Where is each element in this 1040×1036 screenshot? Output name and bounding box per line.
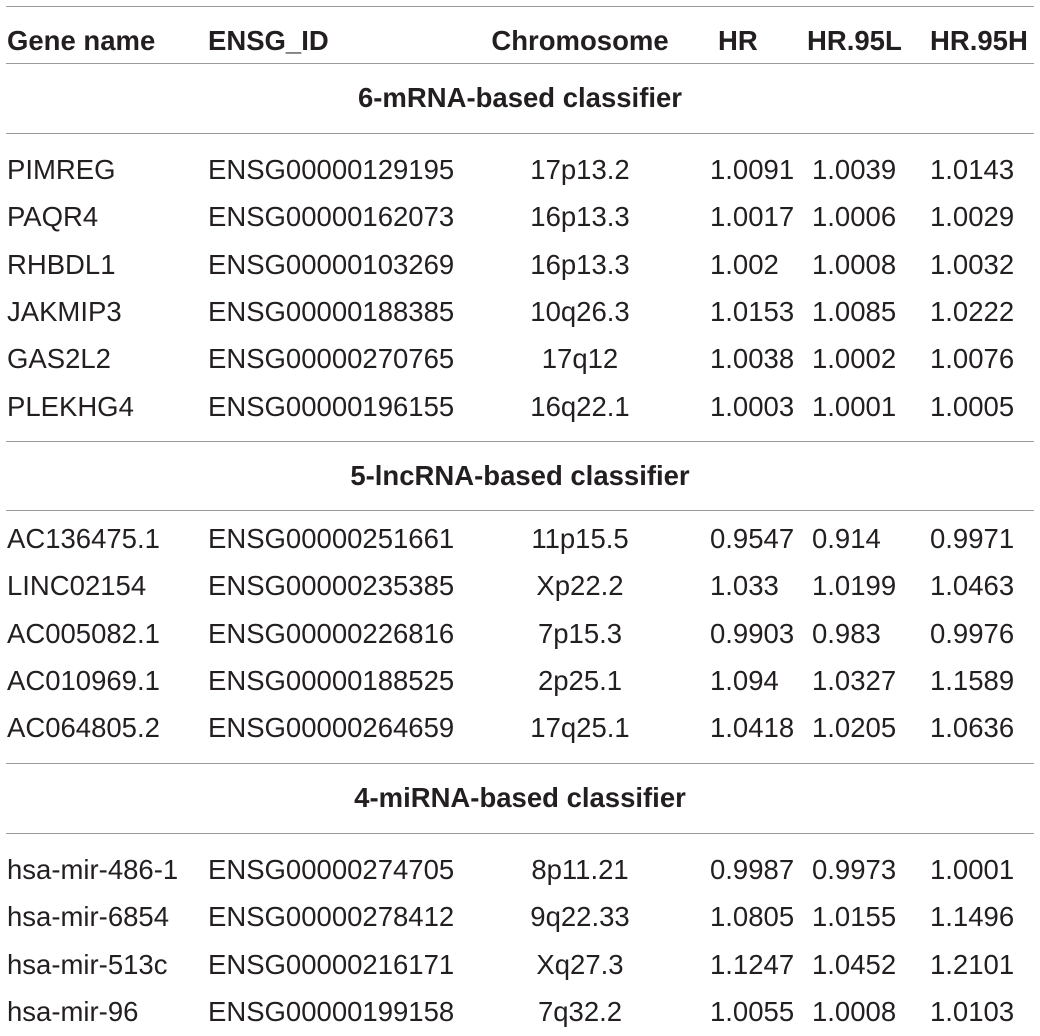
cell-hr-95l: 1.0199 [812,570,897,602]
header-rule [6,63,1034,64]
cell-hr-95h: 1.0222 [930,295,1015,327]
table-row [0,335,1040,383]
cell-hr-95h: 1.0636 [930,712,1015,744]
cell-gene-name: LINC02154 [7,570,147,602]
cell-ensg-id: ENSG00000216171 [208,948,455,980]
cell-ensg-id: ENSG00000264659 [208,712,455,744]
table-row [0,193,1040,241]
cell-gene-name: hsa-mir-96 [7,995,139,1027]
table-row [0,941,1040,989]
section-divider-2 [6,763,1034,764]
table-row [0,146,1040,194]
table-row [0,610,1040,658]
cell-gene-name: JAKMIP3 [7,295,122,327]
cell-ensg-id: ENSG00000162073 [208,201,455,233]
cell-gene-name: hsa-mir-513c [7,948,168,980]
cell-gene-name: PLEKHG4 [7,390,134,422]
cell-gene-name: AC010969.1 [7,664,160,696]
column-header-hr-95h: HR.95H [930,25,1028,56]
cell-hr: 1.0805 [710,901,795,933]
table-row [0,288,1040,336]
section-rule-mrna [6,133,1034,134]
cell-ensg-id: ENSG00000251661 [208,523,455,554]
cell-hr-95l: 1.0452 [812,948,897,980]
cell-hr: 1.0153 [710,295,795,327]
cell-ensg-id: ENSG00000188525 [208,664,455,696]
table-row [0,562,1040,610]
cell-hr: 1.0055 [710,995,795,1027]
cell-hr: 1.002 [710,248,779,280]
table-row [0,846,1040,894]
column-header-hr-95l: HR.95L [807,25,902,56]
cell-hr-95h: 1.0143 [930,154,1015,185]
cell-hr-95l: 1.0327 [812,664,897,696]
table-row [0,988,1040,1036]
cell-ensg-id: ENSG00000235385 [208,570,455,602]
cell-hr-95l: 1.0205 [812,712,897,744]
cell-chromosome: 10q26.3 [530,295,630,327]
cell-hr: 1.0038 [710,343,795,375]
cell-hr: 1.1247 [710,948,795,980]
cell-hr-95l: 1.0085 [812,295,897,327]
cell-chromosome: 2p25.1 [537,664,623,696]
table-row [0,893,1040,941]
cell-hr-95h: 1.1496 [930,901,1015,933]
cell-hr-95h: 1.0005 [930,390,1015,422]
section-rule-lncrna [6,510,1034,511]
cell-ensg-id: ENSG00000226816 [208,617,455,649]
cell-chromosome: 11p15.5 [531,523,629,554]
cell-gene-name: hsa-mir-486-1 [7,854,179,885]
cell-ensg-id: ENSG00000196155 [208,390,455,422]
table-row [0,383,1040,431]
cell-chromosome: 9q22.33 [530,901,630,933]
cell-hr: 1.033 [710,570,779,602]
top-rule [6,6,1034,7]
cell-gene-name: hsa-mir-6854 [7,901,170,933]
cell-hr-95l: 1.0039 [812,154,897,185]
cell-hr-95h: 0.9976 [930,617,1015,649]
section-divider-1 [6,441,1034,442]
cell-hr-95h: 1.0029 [930,201,1015,233]
cell-chromosome: 17q12 [541,343,619,375]
cell-hr-95l: 0.914 [812,523,881,554]
cell-chromosome: 8p11.21 [531,854,629,885]
cell-gene-name: AC136475.1 [7,523,160,554]
cell-hr-95h: 1.0001 [930,854,1015,885]
cell-gene-name: PAQR4 [7,201,99,233]
cell-hr-95l: 1.0008 [812,248,897,280]
cell-chromosome: 17q25.1 [530,712,630,744]
cell-hr: 1.094 [710,664,779,696]
cell-hr: 0.9547 [710,523,795,554]
section-title-mirna: 4-miRNA-based classifier [354,782,686,813]
section-title-mrna: 6-mRNA-based classifier [357,82,682,113]
cell-chromosome: 16p13.3 [530,248,630,280]
cell-ensg-id: ENSG00000199158 [208,995,455,1027]
cell-hr-95l: 1.0008 [812,995,897,1027]
cell-hr-95h: 1.0032 [930,248,1015,280]
cell-hr-95h: 0.9971 [930,523,1015,554]
cell-gene-name: AC005082.1 [7,617,160,649]
cell-ensg-id: ENSG00000278412 [208,901,455,933]
table-row [0,704,1040,752]
cell-chromosome: 17p13.2 [530,154,630,185]
cell-chromosome: 16q22.1 [530,390,630,422]
cell-hr-95l: 0.983 [812,617,881,649]
cell-hr: 1.0418 [710,712,795,744]
cell-ensg-id: ENSG00000274705 [208,854,455,885]
section-title-lncrna: 5-lncRNA-based classifier [350,460,690,491]
cell-hr-95h: 1.0103 [930,995,1015,1027]
cell-hr: 1.0003 [710,390,795,422]
cell-hr-95l: 1.0001 [812,390,897,422]
cell-ensg-id: ENSG00000103269 [208,248,455,280]
cell-gene-name: PIMREG [7,154,116,185]
cell-chromosome: Xp22.2 [536,570,624,602]
cell-hr-95h: 1.1589 [930,664,1015,696]
table-row [0,657,1040,705]
cell-hr-95h: 1.0076 [930,343,1015,375]
cell-hr-95l: 0.9973 [812,854,897,885]
cell-hr-95h: 1.0463 [930,570,1015,602]
cell-chromosome: Xq27.3 [536,948,624,980]
cell-hr-95l: 1.0155 [812,901,897,933]
cell-hr-95l: 1.0006 [812,201,897,233]
column-header-chromosome: Chromosome [491,25,669,56]
cell-hr: 0.9903 [710,617,795,649]
table-row [0,515,1040,563]
cell-gene-name: GAS2L2 [7,343,111,375]
cell-hr: 1.0091 [710,154,795,185]
cell-hr-95h: 1.2101 [930,948,1015,980]
cell-hr: 0.9987 [710,854,795,885]
table-row [0,241,1040,289]
cell-gene-name: AC064805.2 [7,712,160,744]
cell-ensg-id: ENSG00000129195 [208,154,455,185]
column-header-ensg-id: ENSG_ID [208,25,329,56]
section-rule-mirna [6,833,1034,834]
header-row [0,17,1040,65]
cell-chromosome: 7q32.2 [537,995,623,1027]
column-header-hr: HR [718,25,758,56]
cell-ensg-id: ENSG00000188385 [208,295,455,327]
cell-hr: 1.0017 [710,201,795,233]
cell-hr-95l: 1.0002 [812,343,897,375]
cell-chromosome: 7p15.3 [537,617,623,649]
cell-gene-name: RHBDL1 [7,248,116,280]
cell-ensg-id: ENSG00000270765 [208,343,455,375]
column-header-gene-name: Gene name [7,25,156,56]
cell-chromosome: 16p13.3 [530,201,630,233]
